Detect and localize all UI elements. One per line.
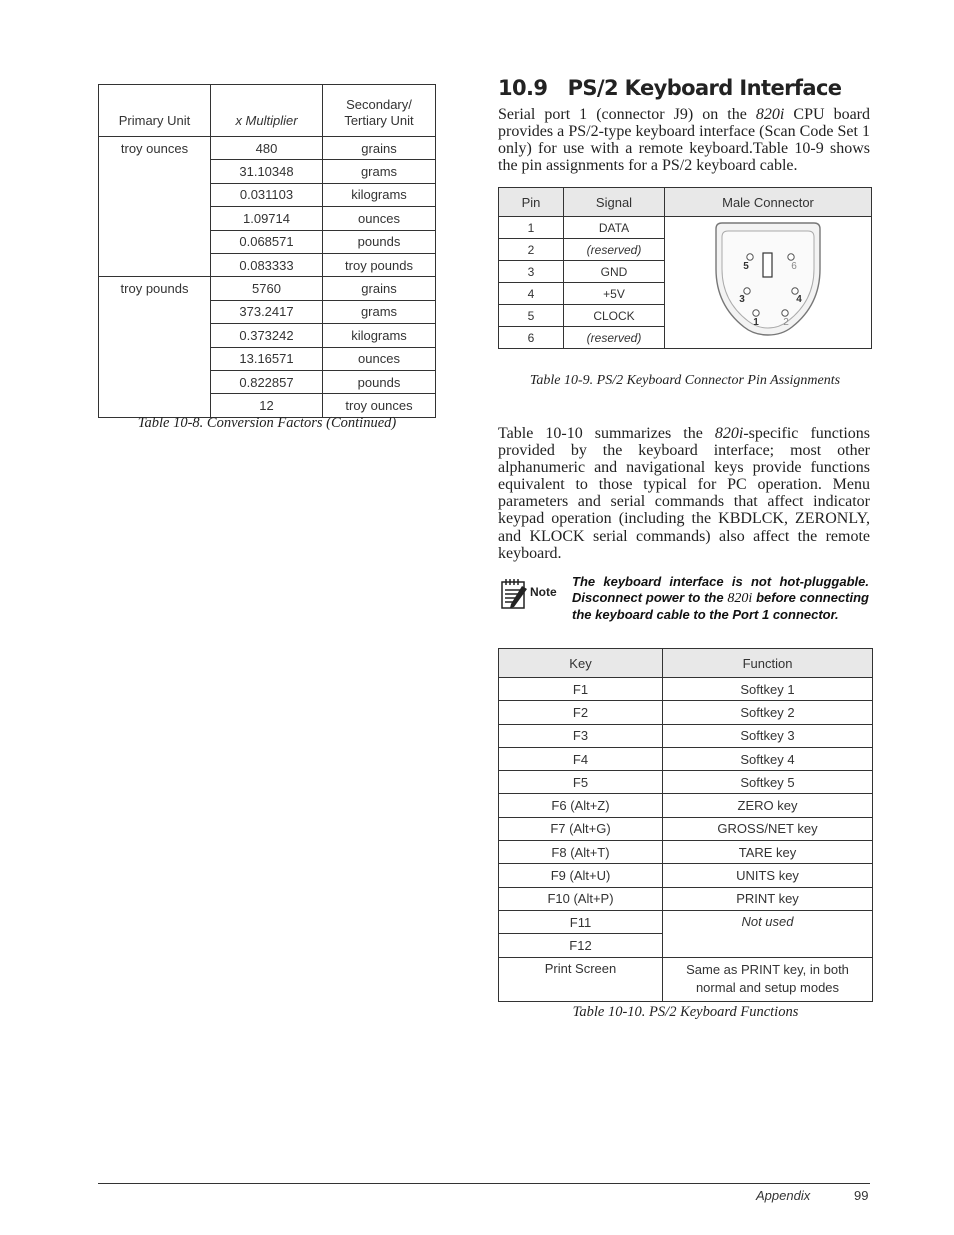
key-cell: F7 (Alt+G) (499, 817, 663, 840)
function-cell: GROSS/NET key (663, 817, 873, 840)
function-cell: Softkey 1 (663, 678, 873, 701)
connector-pin-label: 5 (743, 261, 749, 272)
keys-table-caption: Table 10-10. PS/2 Keyboard Functions (572, 1004, 799, 1020)
pin-signal-cell: GND (564, 261, 665, 283)
keyboard-functions-table (498, 648, 873, 1002)
multiplier-cell: 13.16571 (211, 347, 323, 370)
function-cell: Softkey 4 (663, 747, 873, 770)
table-row (499, 794, 873, 817)
secondary-unit-cell: kilograms (323, 324, 436, 347)
key-cell: F5 (499, 771, 663, 794)
section-title: PS/2 Keyboard Interface (567, 76, 842, 100)
primary-unit-cell: troy pounds (99, 277, 211, 417)
secondary-unit-cell: ounces (323, 347, 436, 370)
note-label: Note (530, 585, 557, 599)
function-cell: TARE key (663, 841, 873, 864)
key-cell: F12 (499, 934, 663, 957)
key-header-key: Key (499, 649, 663, 678)
footer-rule (98, 1183, 870, 1184)
table-row (499, 217, 872, 239)
pin-signal-cell: +5V (564, 283, 665, 305)
secondary-unit-cell: grains (323, 277, 436, 300)
pin-header-signal: Signal (564, 188, 665, 217)
multiplier-cell: 480 (211, 137, 323, 160)
table-row (499, 864, 873, 887)
section-number: 10.9 (498, 76, 548, 100)
note-text: The keyboard interface is not hot-pluggable. Disconnect power to the 820i before connecting the keyboard cable to the Port 1 connector. (572, 574, 869, 622)
ps2-male-connector-diagram (706, 221, 830, 341)
multiplier-cell: 373.2417 (211, 300, 323, 323)
pin-number-cell: 6 (499, 327, 564, 349)
multiplier-cell: 12 (211, 394, 323, 417)
multiplier-cell: 0.373242 (211, 324, 323, 347)
function-cell: UNITS key (663, 864, 873, 887)
section-intro: Serial port 1 (connector J9) on the 820i CPU board provides a PS/2-type keyboard interface (Scan Code Set 1 only) for use with a remote keyboard.Table 10-9 shows the pin assignments for a PS/2 keyboard cable. (498, 106, 870, 175)
function-cell: ZERO key (663, 794, 873, 817)
conv-header-primary: Primary Unit (99, 85, 211, 137)
table-row (499, 841, 873, 864)
pin-number-cell: 4 (499, 283, 564, 305)
pin-number-cell: 2 (499, 239, 564, 261)
multiplier-cell: 31.10348 (211, 160, 323, 183)
table-row (499, 747, 873, 770)
multiplier-cell: 0.083333 (211, 253, 323, 276)
key-cell: F1 (499, 678, 663, 701)
function-cell: Softkey 2 (663, 701, 873, 724)
secondary-unit-cell: ounces (323, 207, 436, 230)
table-row (499, 701, 873, 724)
male-connector-cell (665, 217, 872, 349)
conv-header-multiplier: x Multiplier (211, 85, 323, 137)
table-row (99, 137, 436, 160)
multiplier-cell: 0.031103 (211, 183, 323, 206)
function-cell: Same as PRINT key, in both normal and setup modes (663, 957, 873, 1001)
pin-signal-cell: DATA (564, 217, 665, 239)
function-cell: Softkey 5 (663, 771, 873, 794)
key-header-function: Function (663, 649, 873, 678)
table-row (499, 887, 873, 910)
table-row (499, 724, 873, 747)
secondary-unit-cell: grains (323, 137, 436, 160)
conversion-factors-table (98, 84, 436, 418)
function-cell: PRINT key (663, 887, 873, 910)
secondary-unit-cell: grams (323, 300, 436, 323)
secondary-unit-cell: pounds (323, 230, 436, 253)
pin-signal-cell: (reserved) (564, 239, 665, 261)
pin-number-cell: 1 (499, 217, 564, 239)
secondary-unit-cell: pounds (323, 370, 436, 393)
key-cell: F10 (Alt+P) (499, 887, 663, 910)
primary-unit-cell: troy ounces (99, 137, 211, 277)
table-row (499, 817, 873, 840)
table-row (499, 957, 873, 1001)
summary-paragraph: Table 10-10 summarizes the 820i-specific functions provided by the keyboard interface; most other alphanumeric and navigational keys provide functions equivalent to those typical for PC operation. Menu parameters and serial commands that affect indicator keypad operation (including the KBDLCK, ZERONLY, and KLOCK serial commands) also affect the remote keyboard. (498, 425, 870, 562)
function-cell: Not used (663, 910, 873, 957)
secondary-unit-cell: troy ounces (323, 394, 436, 417)
function-cell: Softkey 3 (663, 724, 873, 747)
table-row (499, 910, 873, 933)
key-cell: F11 (499, 910, 663, 933)
pin-header-connector: Male Connector (665, 188, 872, 217)
conv-header-secondary: Secondary/ Tertiary Unit (323, 85, 436, 137)
connector-pin-label: 6 (791, 261, 797, 272)
section-heading (498, 76, 870, 100)
key-cell: F4 (499, 747, 663, 770)
pin-header-pin: Pin (499, 188, 564, 217)
note-icon (500, 576, 566, 610)
pin-table-caption: Table 10-9. PS/2 Keyboard Connector Pin Assignments (529, 373, 841, 388)
pin-signal-cell: (reserved) (564, 327, 665, 349)
secondary-unit-cell: troy pounds (323, 253, 436, 276)
connector-pin-label: 4 (796, 294, 802, 305)
connector-pin-label: 2 (783, 317, 789, 328)
connector-pin-label: 1 (753, 317, 759, 328)
key-cell: F6 (Alt+Z) (499, 794, 663, 817)
key-cell: F3 (499, 724, 663, 747)
multiplier-cell: 0.068571 (211, 230, 323, 253)
table-row (499, 771, 873, 794)
pin-number-cell: 5 (499, 305, 564, 327)
pin-signal-cell: CLOCK (564, 305, 665, 327)
table-row (99, 277, 436, 300)
multiplier-cell: 0.822857 (211, 370, 323, 393)
multiplier-cell: 1.09714 (211, 207, 323, 230)
footer-section: Appendix (756, 1188, 811, 1203)
multiplier-cell: 5760 (211, 277, 323, 300)
key-cell: Print Screen (499, 957, 663, 1001)
conversion-table-caption: Table 10-8. Conversion Factors (Continued) (137, 415, 397, 431)
secondary-unit-cell: grams (323, 160, 436, 183)
footer-page-number: 99 (854, 1188, 869, 1203)
table-row (499, 678, 873, 701)
key-cell: F8 (Alt+T) (499, 841, 663, 864)
pin-assignment-table (498, 187, 872, 349)
key-cell: F2 (499, 701, 663, 724)
secondary-unit-cell: kilograms (323, 183, 436, 206)
key-cell: F9 (Alt+U) (499, 864, 663, 887)
pin-number-cell: 3 (499, 261, 564, 283)
connector-pin-label: 3 (739, 294, 745, 305)
